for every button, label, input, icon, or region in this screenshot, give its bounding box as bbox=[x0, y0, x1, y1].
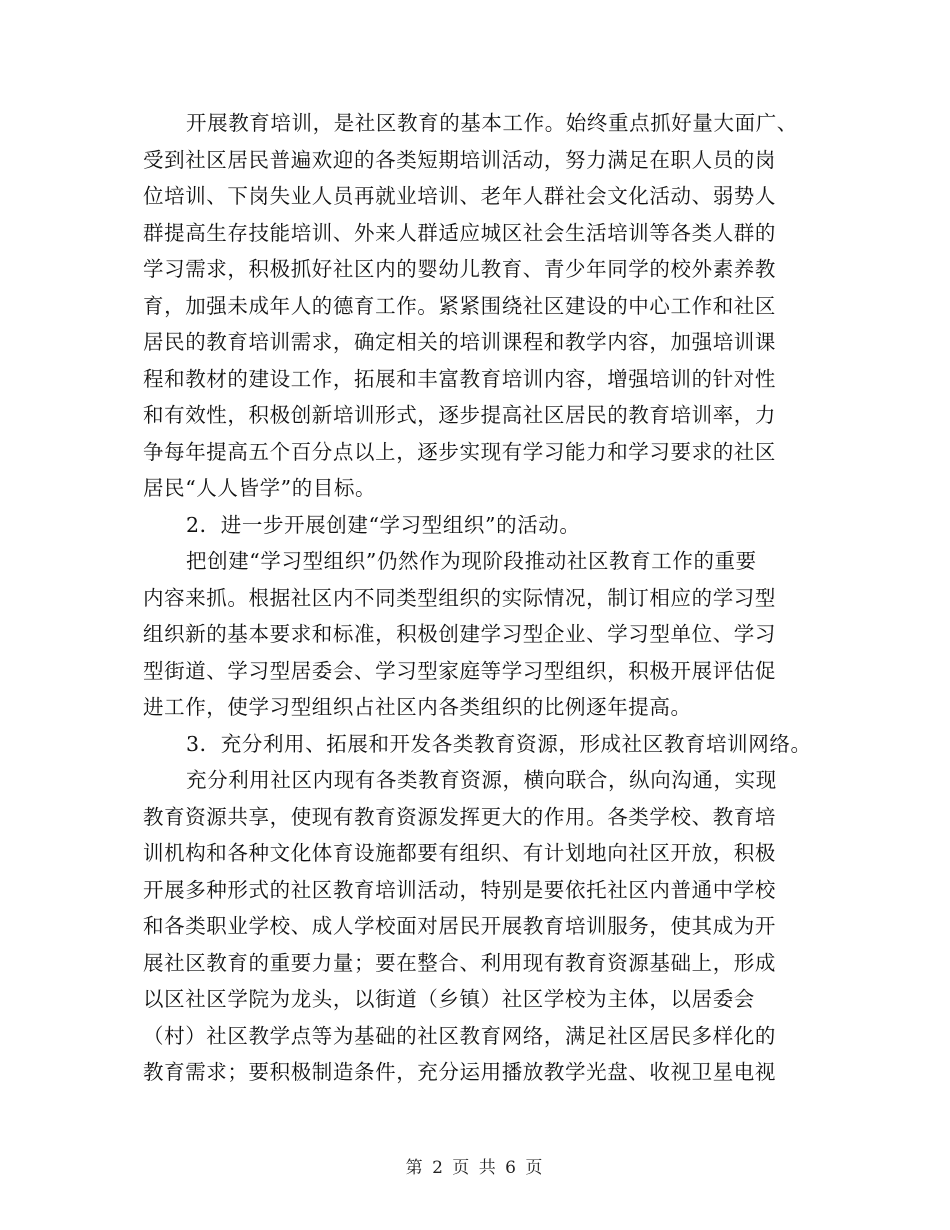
paragraph-line: 居民的教育培训需求，确定相关的培训课程和教学内容，加强培训课 bbox=[143, 330, 776, 354]
paragraph-line: 和有效性，积极创新培训形式，逐步提高社区居民的教育培训率，力 bbox=[143, 403, 776, 427]
paragraph-line: 展社区教育的重要力量；要在整合、利用现有教育资源基础上，形成 bbox=[143, 950, 776, 975]
paragraph-line: 充分利用社区内现有各类教育资源，横向联合，纵向沟通，实现 bbox=[186, 768, 777, 792]
paragraph-line: 受到社区居民普遍欢迎的各类短期培训活动，努力满足在职人员的岗 bbox=[143, 147, 776, 172]
paragraph-line: 和各类职业学校、成人学校面对居民开展教育培训服务，使其成为开 bbox=[143, 914, 776, 938]
paragraph-line: 以区社区学院为龙头，以街道（乡镇）社区学校为主体，以居委会 bbox=[143, 987, 755, 1011]
paragraph-line: 进工作，使学习型组织占社区内各类组织的比例逐年提高。 bbox=[143, 695, 692, 719]
paragraph-line: 教育资源共享，使现有教育资源发挥更大的作用。各类学校、教育培 bbox=[143, 804, 776, 829]
paragraph-line: 学习需求，积极抓好社区内的婴幼儿教育、青少年同学的校外素养教 bbox=[143, 257, 776, 281]
paragraph-line: 把创建“学习型组织”仍然作为现阶段推动社区教育工作的重要 bbox=[186, 549, 757, 573]
section-heading: 3．充分利用、拓展和开发各类教育资源，形成社区教育培训网络。 bbox=[186, 731, 812, 756]
paragraph-line: 训机构和各种文化体育设施都要有组织、有计划地向社区开放，积极 bbox=[143, 841, 776, 865]
paragraph-line: 群提高生存技能培训、外来人群适应城区社会生活培训等各类人群的 bbox=[143, 220, 776, 245]
paragraph-line: 组织新的基本要求和标准，积极创建学习型企业、学习型单位、学习 bbox=[143, 622, 776, 646]
page-number-footer: 第 2 页 共 6 页 bbox=[405, 1158, 545, 1178]
paragraph-line: 开展教育培训，是社区教育的基本工作。始终重点抓好量大面广、 bbox=[186, 111, 798, 135]
paragraph-line: 型街道、学习型居委会、学习型家庭等学习型组织，积极开展评估促 bbox=[143, 658, 776, 683]
paragraph-line: 程和教材的建设工作，拓展和丰富教育培训内容，增强培训的针对性 bbox=[143, 366, 776, 391]
body-text bbox=[143, 105, 843, 1091]
paragraph-line: 内容来抓。根据社区内不同类型组织的实际情况，制订相应的学习型 bbox=[143, 585, 776, 610]
paragraph-line: 育，加强未成年人的德育工作。紧紧围绕社区建设的中心工作和社区 bbox=[143, 293, 776, 318]
paragraph-line: 居民“人人皆学”的目标。 bbox=[143, 476, 377, 500]
paragraph-line: 教育需求；要积极制造条件，充分运用播放教学光盘、收视卫星电视 bbox=[143, 1060, 776, 1084]
paragraph-line: （村）社区教学点等为基础的社区教育网络，满足社区居民多样化的 bbox=[143, 1023, 776, 1048]
paragraph-line: 位培训、下岗失业人员再就业培训、老年人群社会文化活动、弱势人 bbox=[143, 184, 776, 208]
paragraph-line: 开展多种形式的社区教育培训活动，特别是要依托社区内普通中学校 bbox=[143, 877, 776, 902]
section-heading: 2．进一步开展创建“学习型组织”的活动。 bbox=[186, 512, 581, 537]
paragraph-line: 争每年提高五个百分点以上，逐步实现有学习能力和学习要求的社区 bbox=[143, 439, 776, 464]
